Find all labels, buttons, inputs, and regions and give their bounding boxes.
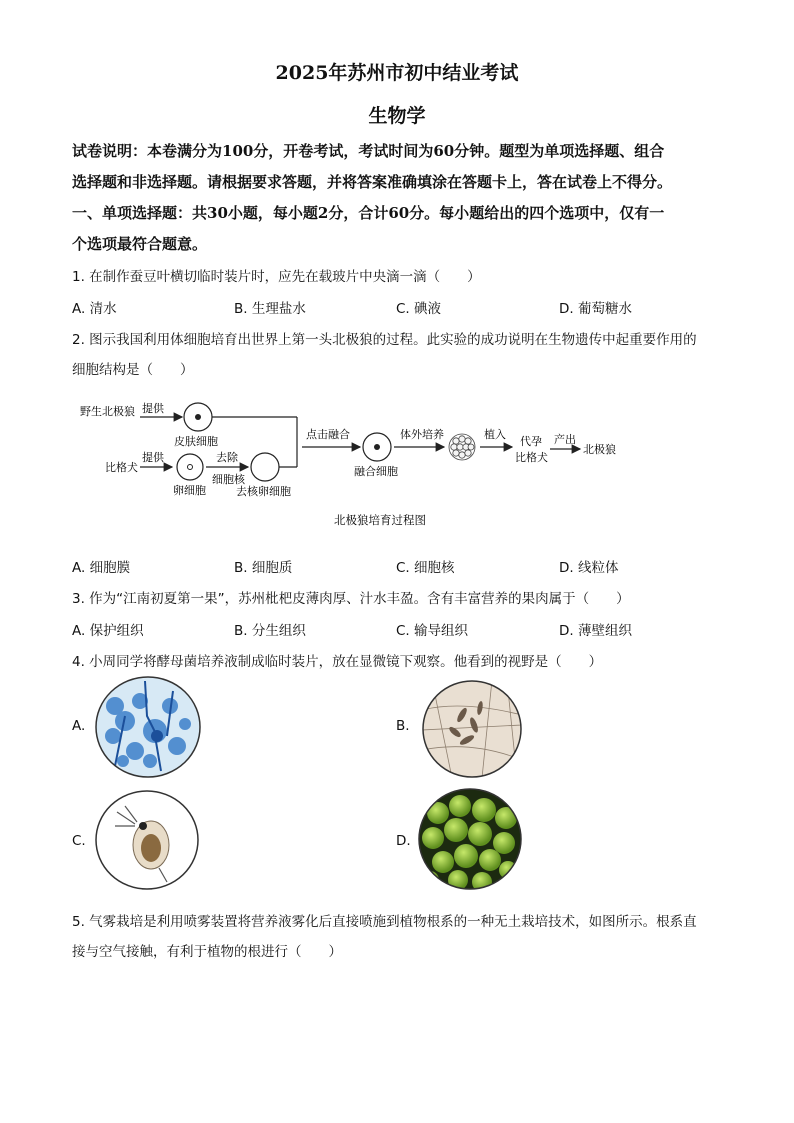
q2-option-b: B. 细胞质 (234, 560, 293, 576)
label-remove-1: 去除 (216, 451, 238, 464)
q3-option-d: D. 薄壁组织 (559, 623, 632, 639)
label-arctic-wolf: 北极狼 (583, 443, 616, 456)
label-enucleated: 去核卵细胞 (236, 485, 291, 498)
label-provide-1: 提供 (142, 402, 164, 415)
q2-option-a: A. 细胞膜 (72, 560, 131, 576)
q2-option-c: C. 细胞核 (396, 560, 455, 576)
subject-title: 生物学 (368, 105, 426, 127)
question-4-stem: 4. 小周同学将酵母菌培养液制成临时装片，放在显微镜下观察。他看到的视野是（ ） (72, 654, 603, 670)
egg-cell-icon (177, 454, 203, 480)
section1-line1: 一、单项选择题：共30小题，每小题2分，合计60分。每小题给出的四个选项中，仅有一 (72, 204, 665, 222)
q3-option-a: A. 保护组织 (72, 623, 144, 639)
label-fusion: 点击融合 (306, 428, 350, 441)
q1-option-c: C. 碘液 (396, 301, 442, 317)
label-beagle: 比格犬 (105, 461, 138, 474)
q1-option-d: D. 葡萄糖水 (559, 301, 632, 317)
exam-title: 2025年苏州市初中结业考试 (275, 62, 519, 84)
q1-option-b: B. 生理盐水 (234, 301, 306, 317)
instructions-line2: 选择题和非选择题。请根据要求答题，并将答案准确填涂在答题卡上，答在试卷上不得分。 (72, 173, 673, 191)
q4-option-d: D. (396, 833, 411, 849)
label-skin-cell: 皮肤细胞 (174, 435, 218, 448)
label-birth: 产出 (554, 433, 576, 446)
q4-option-b: B. (396, 718, 410, 734)
q2-option-d: D. 线粒体 (559, 560, 619, 576)
label-implant: 植入 (484, 428, 506, 441)
question-3-stem: 3. 作为“江南初夏第一果”，苏州枇杷皮薄肉厚、汁水丰盈。含有丰富营养的果肉属于（ ） (72, 591, 630, 607)
section1-line2: 个选项最符合题意。 (72, 235, 208, 253)
embryo-icon (449, 434, 475, 460)
q1-option-a: A. 清水 (72, 301, 117, 317)
question-5-stem-line2: 接与空气接触，有利于植物的根进行（ ） (72, 944, 342, 960)
q3-option-b: B. 分生组织 (234, 623, 306, 639)
enucleated-egg-icon (251, 453, 279, 481)
label-surrogate-1: 代孕 (520, 435, 542, 448)
label-wild-wolf: 野生北极狼 (80, 405, 135, 418)
label-egg-cell: 卵细胞 (173, 484, 206, 497)
q3-option-c: C. 输导组织 (396, 623, 469, 639)
question-5-stem-line1: 5. 气雾栽培是利用喷雾装置将营养液雾化后直接喷施到植物根系的一种无土栽培技术，如图所示。根系直 (72, 914, 697, 930)
question-1-stem: 1. 在制作蚕豆叶横切临时装片时，应先在载玻片中央滴一滴（ ） (72, 269, 481, 285)
fungi-micrograph-image (422, 680, 522, 778)
question-2-stem-line1: 2. 图示我国利用体细胞培育出世界上第一头北极狼的过程。此实验的成功说明在生物遗传中起重要作用的 (72, 332, 697, 348)
label-surrogate-2: 比格犬 (515, 451, 548, 464)
daphnia-micrograph-image (95, 790, 199, 890)
label-remove-2: 细胞核 (212, 473, 245, 486)
instructions-line1: 试卷说明：本卷满分为100分，开卷考试，考试时间为60分钟。题型为单项选择题、组合 (72, 142, 665, 160)
question-2-stem-line2: 细胞结构是（ ） (72, 362, 194, 378)
arctic-wolf-diagram (70, 395, 670, 535)
label-fused-cell: 融合细胞 (354, 465, 398, 478)
q4-option-a: A. (72, 718, 86, 734)
mold-micrograph-image (95, 676, 201, 778)
label-provide-2: 提供 (142, 451, 164, 464)
diagram-caption: 北极狼培育过程图 (334, 513, 426, 527)
label-culture: 体外培养 (400, 428, 444, 441)
yeast-micrograph-image (418, 788, 522, 890)
q4-option-c: C. (72, 833, 86, 849)
